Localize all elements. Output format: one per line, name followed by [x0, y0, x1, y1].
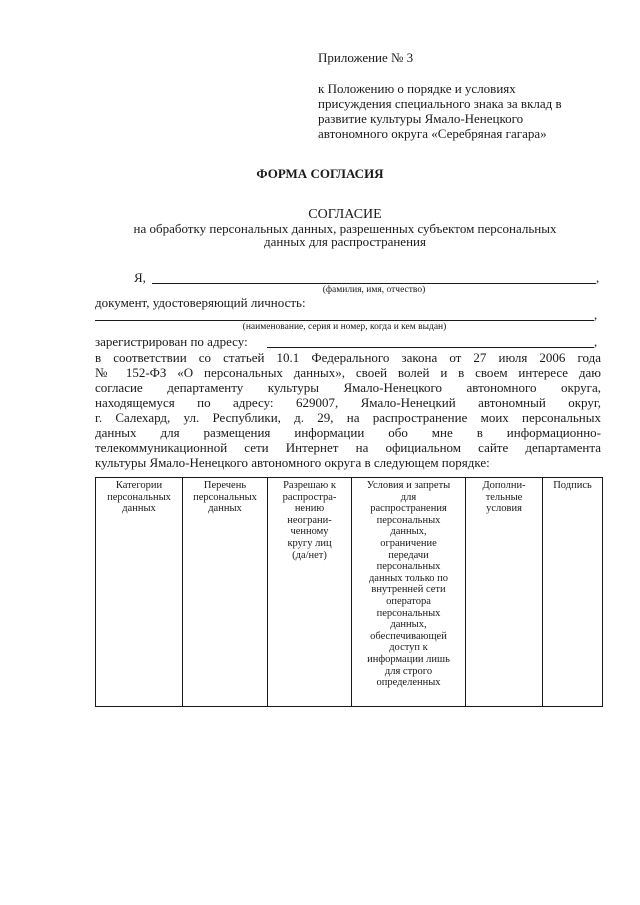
appendix-line: присуждения специального знака за вклад в: [318, 96, 562, 111]
address-label: зарегистрирован по адресу:: [95, 334, 248, 349]
appendix-line: развитие культуры Ямало-Ненецкого: [318, 111, 524, 126]
table-header-additional: Дополни- тельные условия: [466, 478, 543, 707]
appendix-line: к Положению о порядке и условиях: [318, 81, 516, 96]
body-line: в соответствии со статьей 10.1 Федерального закона от 27 июля 2006 года: [95, 350, 601, 365]
name-field-line[interactable]: [152, 283, 596, 284]
consent-body-text: [95, 350, 601, 470]
body-line: данных для размещения информации обо мне в информационно-: [95, 425, 601, 440]
body-line: г. Салехард, ул. Республики, д. 29, на распространение моих персональных: [95, 410, 601, 425]
body-line: телекоммуникационной сети Интернет на официальном сайте департамента: [95, 440, 601, 455]
address-suffix: ,: [594, 334, 598, 349]
appendix-title: Приложение № 3: [318, 50, 414, 65]
appendix-block: [318, 50, 562, 141]
body-line: согласие департаменту культуры Ямало-Ненецкого автономного округа,: [95, 380, 601, 395]
table-header-list: Перечень персональных данных: [183, 478, 268, 707]
table-header-permission: Разрешаю к распростра- нению неограни- ченному кругу лиц (да/нет): [268, 478, 352, 707]
consent-heading-block: [90, 208, 600, 248]
consent-subtitle-line: данных для распространения: [264, 234, 426, 249]
table-header-conditions: Условия и запреты для распространения персональных данных, ограничение передачи персональных данных только по внутренней сети оператора персональных данных, обеспечивающей доступ к информации лишь для строго определенных: [352, 478, 466, 707]
address-field-line[interactable]: [267, 347, 594, 348]
table-header-signature: Подпись: [543, 478, 603, 707]
consent-table: [95, 477, 603, 707]
table-header-categories: Категории персональных данных: [96, 478, 183, 707]
document-field-line[interactable]: [95, 320, 594, 321]
consent-subtitle-line: на обработку персональных данных, разрешенных субъектом персональных: [133, 221, 557, 236]
body-line: № 152-ФЗ «О персональных данных», своей волей и в своем интересе даю: [95, 365, 601, 380]
table-row: [96, 478, 603, 707]
name-hint: (фамилия, имя, отчество): [322, 285, 426, 295]
document-label: документ, удостоверяющий личность:: [95, 295, 306, 310]
body-line: культуры Ямало-Ненецкого автономного округа в следующем порядке:: [95, 455, 490, 470]
document-hint: (наименование, серия и номер, когда и кем выдан): [242, 322, 447, 332]
document-suffix: ,: [594, 307, 598, 322]
form-title: ФОРМА СОГЛАСИЯ: [256, 166, 384, 181]
consent-heading: СОГЛАСИЕ: [308, 207, 382, 222]
body-line: находящемуся по адресу: 629007, Ямало-Ненецкий автономный округ,: [95, 395, 601, 410]
appendix-line: автономного округа «Серебряная гагара»: [318, 126, 547, 141]
name-prefix: Я,: [134, 270, 146, 285]
name-suffix: ,: [596, 270, 600, 285]
